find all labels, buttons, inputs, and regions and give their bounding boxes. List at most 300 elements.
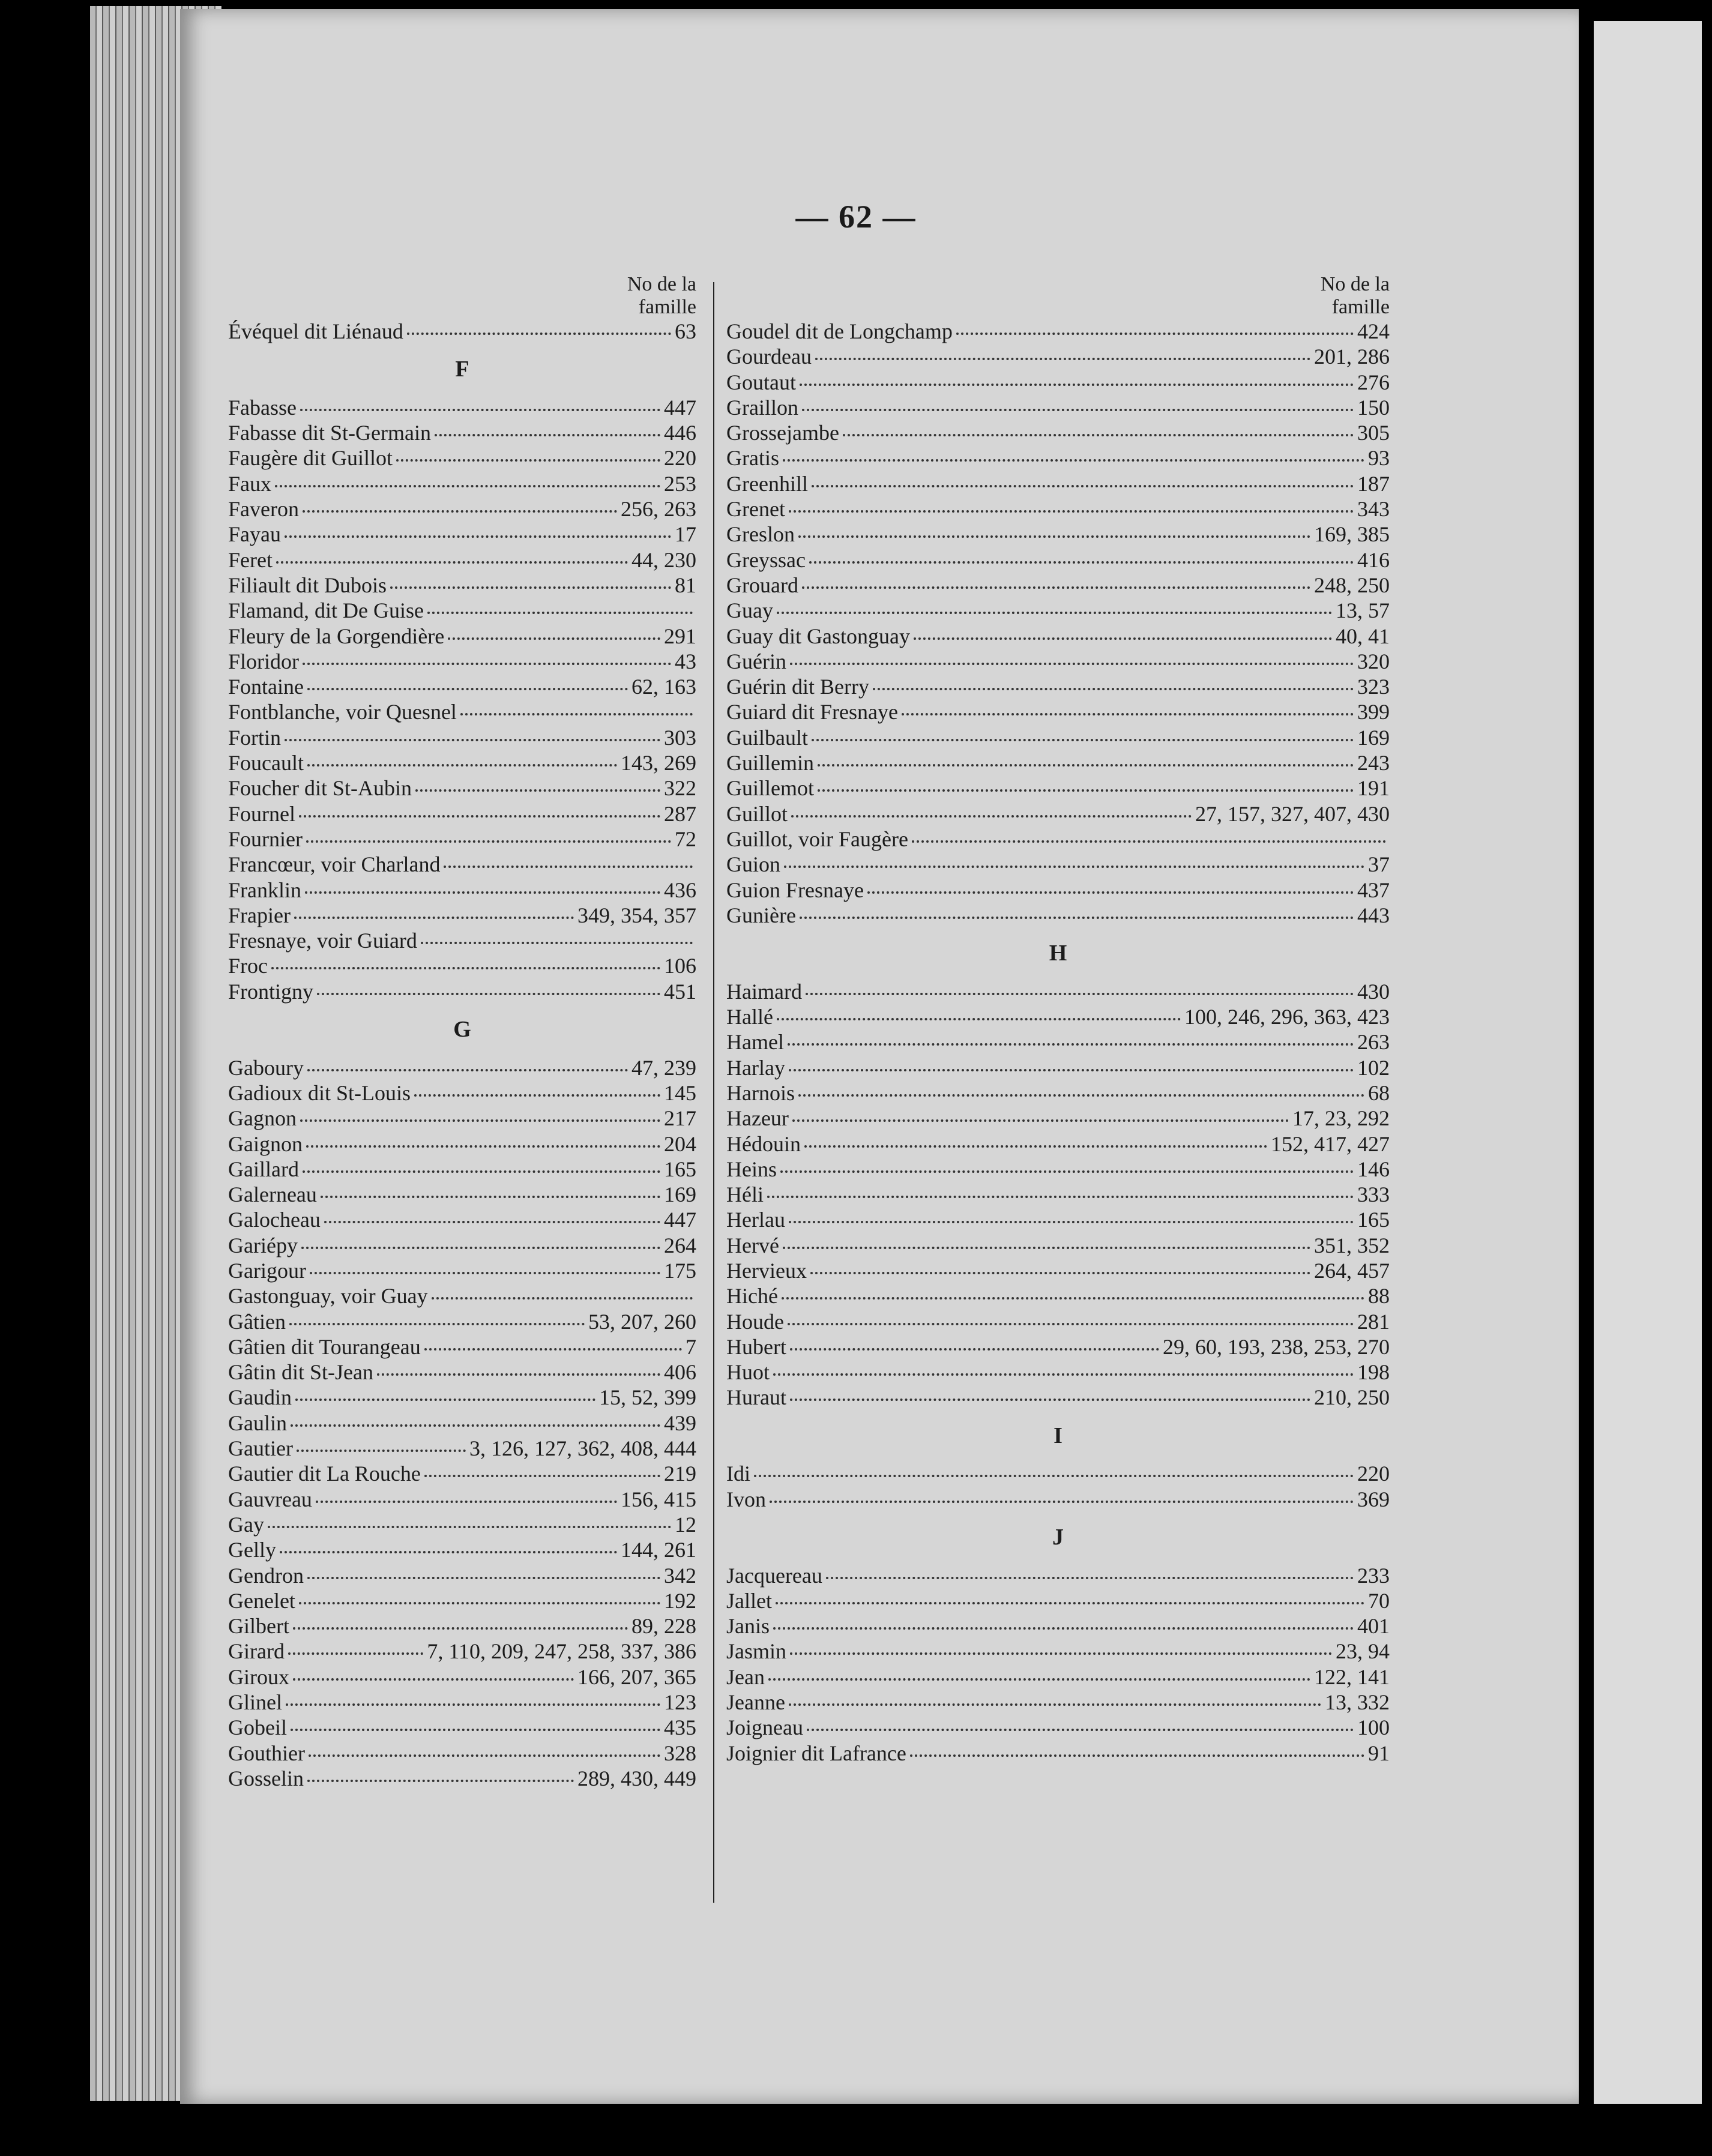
entry-name: Gaillard (228, 1157, 299, 1181)
column-header (726, 273, 1390, 325)
index-entry (228, 1563, 696, 1588)
entry-name: Hallé (726, 1005, 773, 1029)
family-numbers: 446 (664, 421, 696, 445)
entry-name: Greyssac (726, 547, 806, 572)
index-entry (228, 1207, 696, 1232)
entry-name: Faugère dit Guillot (228, 446, 393, 471)
family-numbers: 276 (1357, 370, 1390, 394)
family-numbers: 156, 415 (621, 1487, 696, 1511)
index-entry (726, 1004, 1390, 1029)
family-numbers: 27, 157, 327, 407, 430 (1195, 801, 1390, 826)
dot-leader (307, 1069, 628, 1071)
section-letter: G (453, 1017, 471, 1043)
dot-leader (788, 1043, 1354, 1046)
family-numbers: 17 (675, 522, 696, 547)
entry-name: Gautier dit La Rouche (228, 1462, 421, 1486)
entry-name: Guillemot (726, 776, 814, 801)
entry-name: Guilbault (726, 725, 808, 750)
family-numbers: 106 (664, 954, 696, 978)
index-entry (228, 547, 696, 573)
index-entry (726, 750, 1390, 775)
family-numbers: 424 (1357, 319, 1390, 343)
family-numbers: 102 (1357, 1055, 1390, 1080)
index-entry (228, 725, 696, 750)
dot-leader (293, 1678, 574, 1681)
dot-leader (317, 993, 660, 995)
entry-name: Guay dit Gastonguay (726, 624, 910, 648)
family-numbers: 62, 163 (631, 675, 696, 699)
entry-name: Girard (228, 1639, 285, 1664)
family-numbers: 37 (1368, 852, 1390, 877)
family-numbers: 342 (664, 1563, 696, 1588)
index-entry (726, 1182, 1390, 1207)
family-numbers: 256, 263 (621, 497, 696, 522)
entry-name: Fabasse dit St-Germain (228, 421, 431, 445)
dot-leader (305, 891, 660, 894)
dot-leader (299, 815, 660, 818)
index-entry (726, 878, 1390, 903)
family-numbers: 47, 239 (631, 1055, 696, 1080)
index-entry (228, 445, 696, 471)
index-entry (228, 624, 696, 649)
dot-leader (768, 1678, 1310, 1681)
dot-leader (303, 1170, 660, 1173)
family-numbers: 401 (1357, 1614, 1390, 1639)
dot-leader (807, 1729, 1354, 1731)
section-letter: J (1052, 1524, 1064, 1550)
family-numbers: 323 (1357, 675, 1390, 699)
index-entry (726, 1613, 1390, 1639)
dot-leader (294, 917, 574, 919)
dot-leader (867, 891, 1354, 894)
index-entry (726, 1664, 1390, 1690)
index-entry (228, 1512, 696, 1537)
index-entry (228, 1436, 696, 1461)
index-entry (228, 1487, 696, 1512)
family-numbers: 165 (1357, 1208, 1390, 1232)
dot-leader (802, 586, 1310, 589)
index-entry (726, 1461, 1390, 1486)
family-numbers: 40, 41 (1336, 624, 1390, 648)
entry-name: Huraut (726, 1385, 786, 1410)
dot-leader (300, 409, 660, 411)
family-numbers: 264, 457 (1314, 1258, 1390, 1283)
section-letter: H (1049, 941, 1067, 966)
entry-name: Fontaine (228, 675, 304, 699)
family-numbers: 320 (1357, 649, 1390, 673)
family-numbers: 43 (675, 649, 696, 673)
index-entry (228, 1055, 696, 1080)
dot-leader (303, 663, 671, 665)
index-entry (228, 750, 696, 775)
family-numbers: 219 (664, 1462, 696, 1486)
dot-leader (783, 1247, 1310, 1249)
entry-name: Grenet (726, 497, 785, 522)
index-entry (726, 522, 1390, 547)
entry-name: Galerneau (228, 1182, 317, 1207)
entry-name: Haimard (726, 979, 802, 1004)
dot-leader (301, 1247, 660, 1249)
entry-name: Gadioux dit St-Louis (228, 1080, 411, 1105)
entry-name: Francœur, voir Charland (228, 852, 441, 877)
dot-leader (299, 1602, 660, 1604)
family-numbers: 191 (1357, 776, 1390, 801)
family-numbers: 201, 286 (1314, 345, 1390, 369)
family-numbers: 204 (664, 1131, 696, 1156)
index-entry (228, 522, 696, 547)
index-entry (228, 1664, 696, 1690)
dot-leader (288, 1652, 423, 1655)
family-numbers: 248, 250 (1314, 573, 1390, 597)
dot-leader (810, 1272, 1310, 1274)
entry-name: Gourdeau (726, 345, 812, 369)
index-entry (228, 1106, 696, 1131)
family-numbers: 15, 52, 399 (599, 1385, 696, 1410)
column-divider (713, 282, 714, 1903)
entry-name: Fournel (228, 801, 295, 826)
index-entries (726, 319, 1390, 1766)
dot-leader (324, 1221, 660, 1223)
family-numbers: 343 (1357, 497, 1390, 522)
dot-leader (424, 1475, 660, 1477)
dot-leader (448, 637, 660, 640)
index-entry (726, 370, 1390, 395)
dot-leader (285, 535, 671, 538)
dot-leader (310, 1272, 660, 1274)
facing-page-edge (1594, 21, 1702, 2104)
dot-leader (444, 866, 693, 868)
index-entry (228, 1182, 696, 1207)
entry-name: Hubert (726, 1334, 786, 1359)
dot-leader (767, 1196, 1354, 1198)
entry-name: Gastonguay, voir Guay (228, 1284, 428, 1308)
entry-name: Gagnon (228, 1106, 297, 1131)
dot-leader (754, 1475, 1354, 1477)
dot-leader (873, 688, 1354, 690)
dot-leader (285, 739, 660, 741)
family-numbers: 89, 228 (631, 1614, 696, 1639)
index-entry (726, 1131, 1390, 1157)
family-numbers: 217 (664, 1106, 696, 1131)
family-numbers: 88 (1368, 1284, 1390, 1308)
entry-name: Gâtien (228, 1309, 286, 1334)
dot-leader (802, 409, 1354, 411)
dot-leader (790, 1348, 1159, 1351)
entry-name: Guillot, voir Faugère (726, 827, 908, 851)
entry-name: Greenhill (726, 471, 808, 496)
entry-name: Houde (726, 1309, 784, 1334)
dot-leader (407, 333, 671, 335)
entry-name: Gelly (228, 1538, 276, 1562)
dot-leader (460, 713, 693, 715)
dot-leader (914, 637, 1332, 640)
family-numbers: 436 (664, 878, 696, 902)
dot-leader (788, 1323, 1354, 1325)
family-numbers: 93 (1368, 446, 1390, 471)
entry-name: Goutaut (726, 370, 796, 394)
index-column-left (228, 273, 696, 1791)
family-numbers: 349, 354, 357 (577, 903, 696, 927)
index-entry (726, 445, 1390, 471)
dot-leader (818, 764, 1354, 766)
entry-name: Fleury de la Gorgendière (228, 624, 445, 648)
index-entry (228, 1715, 696, 1740)
dot-leader (396, 459, 660, 462)
dot-leader (309, 1754, 660, 1757)
dot-leader (912, 840, 1386, 843)
family-numbers: 13, 57 (1336, 598, 1390, 623)
family-numbers: 143, 269 (621, 751, 696, 775)
entry-name: Gouthier (228, 1741, 305, 1765)
dot-leader (306, 1145, 660, 1148)
entry-name: Fontblanche, voir Quesnel (228, 700, 457, 724)
family-numbers: 169, 385 (1314, 522, 1390, 547)
family-numbers: 263 (1357, 1030, 1390, 1055)
dot-leader (377, 1373, 660, 1376)
entry-name: Graillon (726, 395, 798, 420)
index-entry (228, 1309, 696, 1334)
index-entry (726, 471, 1390, 496)
index-entry (726, 1385, 1390, 1410)
index-entry (228, 598, 696, 623)
family-numbers: 44, 230 (631, 547, 696, 572)
family-numbers: 303 (664, 725, 696, 750)
section-letter: F (455, 357, 469, 382)
entry-name: Huot (726, 1360, 770, 1385)
index-entry (228, 1258, 696, 1283)
entry-name: Froc (228, 954, 268, 978)
dot-leader (303, 510, 617, 513)
dot-leader (790, 1652, 1332, 1655)
index-entry (228, 1157, 696, 1182)
entry-name: Heins (726, 1157, 777, 1181)
family-numbers: 63 (675, 319, 696, 343)
index-entry (228, 1461, 696, 1486)
entry-name: Foucher dit St-Aubin (228, 776, 412, 801)
index-entry (726, 979, 1390, 1004)
family-numbers: 165 (664, 1157, 696, 1181)
entry-name: Gauvreau (228, 1487, 312, 1511)
column-header-line: famille (1331, 296, 1390, 318)
family-numbers: 416 (1357, 547, 1390, 572)
index-entry (726, 1029, 1390, 1055)
entry-name: Hédouin (726, 1131, 801, 1156)
dot-leader (782, 1297, 1364, 1299)
entry-name: Faveron (228, 497, 299, 522)
entry-name: Fabasse (228, 395, 297, 420)
family-numbers: 144, 261 (621, 1538, 696, 1562)
entry-name: Frapier (228, 903, 291, 927)
index-entry (726, 1080, 1390, 1106)
entry-name: Gendron (228, 1563, 304, 1588)
entry-name: Gaboury (228, 1055, 304, 1080)
entry-name: Garigour (228, 1258, 306, 1283)
dot-leader (275, 485, 660, 487)
index-entry (228, 1360, 696, 1385)
entry-name: Héli (726, 1182, 764, 1207)
dot-leader (777, 1018, 1181, 1020)
dot-leader (798, 535, 1310, 538)
index-entry (228, 1080, 696, 1106)
index-entry (228, 1613, 696, 1639)
entry-name: Guillot (726, 801, 788, 826)
family-numbers: 435 (664, 1715, 696, 1740)
entry-name: Guay (726, 598, 773, 623)
dot-leader (268, 1526, 671, 1528)
family-numbers: 91 (1368, 1741, 1390, 1765)
index-entry (228, 1639, 696, 1664)
index-entry (726, 1283, 1390, 1308)
index-entry (726, 1563, 1390, 1588)
dot-leader (800, 384, 1354, 386)
index-entry (726, 1715, 1390, 1740)
family-numbers: 187 (1357, 471, 1390, 496)
family-numbers: 123 (664, 1690, 696, 1715)
dot-leader (792, 1119, 1289, 1122)
family-numbers: 430 (1357, 979, 1390, 1004)
dot-leader (789, 1069, 1354, 1071)
index-entries (228, 319, 696, 1791)
index-entry (726, 573, 1390, 598)
entry-name: Hervé (726, 1233, 779, 1257)
index-entry (726, 319, 1390, 344)
family-numbers: 328 (664, 1741, 696, 1765)
index-entry (228, 1233, 696, 1258)
index-entry (228, 573, 696, 598)
index-entry (228, 1690, 696, 1715)
entry-name: Giroux (228, 1664, 289, 1689)
entry-name: Harnois (726, 1080, 795, 1105)
index-entry (726, 344, 1390, 369)
entry-name: Genelet (228, 1588, 295, 1613)
dot-leader (789, 1221, 1354, 1223)
index-entry (726, 1055, 1390, 1080)
index-entry (228, 674, 696, 699)
dot-leader (770, 1501, 1354, 1503)
dot-leader (843, 434, 1354, 436)
family-numbers: 451 (664, 979, 696, 1004)
entry-name: Guion Fresnaye (726, 878, 864, 902)
entry-name: Guillemin (726, 751, 814, 775)
dot-leader (910, 1754, 1364, 1757)
family-numbers: 210, 250 (1314, 1385, 1390, 1410)
family-numbers: 281 (1357, 1309, 1390, 1334)
entry-name: Jeanne (726, 1690, 785, 1715)
column-header (228, 273, 696, 325)
entry-name: Gaignon (228, 1131, 303, 1156)
entry-name: Goudel dit de Longchamp (726, 319, 953, 343)
index-entry (726, 624, 1390, 649)
dot-leader (286, 1703, 660, 1706)
family-numbers: 17, 23, 292 (1292, 1106, 1390, 1131)
family-numbers: 192 (664, 1588, 696, 1613)
dot-leader (780, 1170, 1354, 1173)
index-entry (726, 1588, 1390, 1613)
entry-name: Guiard dit Fresnaye (726, 700, 898, 724)
dot-leader (791, 815, 1192, 818)
dot-leader (421, 942, 693, 944)
dot-leader (390, 586, 671, 589)
index-column-right (726, 273, 1390, 1766)
dot-leader (432, 1297, 693, 1299)
index-entry (228, 1334, 696, 1360)
index-entry (726, 1487, 1390, 1512)
entry-name: Joigneau (726, 1715, 803, 1740)
dot-leader (826, 1577, 1354, 1579)
family-numbers: 322 (664, 776, 696, 801)
index-entry (228, 903, 696, 928)
index-entry (726, 1207, 1390, 1232)
entry-name: Frontigny (228, 979, 314, 1004)
dot-leader (321, 1196, 660, 1198)
family-numbers: 169 (1357, 725, 1390, 750)
family-numbers: 291 (664, 624, 696, 648)
index-entry (228, 1385, 696, 1410)
dot-leader (798, 1094, 1364, 1097)
index-entry (726, 1157, 1390, 1182)
index-entry (228, 1537, 696, 1562)
dot-leader (773, 1373, 1354, 1376)
dot-leader (415, 789, 660, 792)
family-numbers: 70 (1368, 1588, 1390, 1613)
entry-name: Hervieux (726, 1258, 807, 1283)
page-number: — 62 — (795, 199, 917, 235)
family-numbers: 305 (1357, 421, 1390, 445)
entry-name: Gratis (726, 446, 779, 471)
dot-leader (773, 1627, 1354, 1630)
family-numbers: 243 (1357, 751, 1390, 775)
index-entry (228, 420, 696, 445)
entry-name: Gâtien dit Tourangeau (228, 1334, 421, 1359)
dot-leader (307, 1577, 660, 1579)
entry-name: Glinel (228, 1690, 282, 1715)
entry-name: Flamand, dit De Guise (228, 598, 424, 623)
dot-leader (784, 866, 1364, 868)
entry-name: Fayau (228, 522, 281, 547)
entry-name: Grossejambe (726, 421, 839, 445)
entry-name: Jallet (726, 1588, 772, 1613)
entry-name: Greslon (726, 522, 795, 547)
index-entry (228, 496, 696, 522)
dot-leader (427, 612, 693, 614)
family-numbers: 122, 141 (1314, 1664, 1390, 1689)
entry-name: Guérin dit Berry (726, 675, 869, 699)
dot-leader (306, 840, 671, 843)
entry-name: Gâtin dit St-Jean (228, 1360, 373, 1385)
dot-leader (424, 1348, 682, 1351)
index-entry (726, 801, 1390, 827)
family-numbers: 152, 417, 427 (1271, 1131, 1390, 1156)
index-entry (228, 852, 696, 877)
index-entry (228, 319, 696, 344)
index-entry (726, 420, 1390, 445)
index-entry (228, 979, 696, 1004)
family-numbers: 146 (1357, 1157, 1390, 1181)
dot-leader (435, 434, 660, 436)
dot-leader (902, 713, 1354, 715)
entry-name: Évéquel dit Liénaud (228, 319, 403, 343)
entry-name: Gaudin (228, 1385, 292, 1410)
index-entry (726, 827, 1390, 852)
index-entry (228, 878, 696, 903)
dot-leader (300, 1119, 660, 1122)
entry-name: Janis (726, 1614, 770, 1639)
entry-name: Fortin (228, 725, 282, 750)
entry-name: Fresnaye, voir Guiard (228, 929, 417, 953)
dot-leader (815, 358, 1310, 360)
entry-name: Grouard (726, 573, 798, 597)
index-entry (726, 1106, 1390, 1131)
